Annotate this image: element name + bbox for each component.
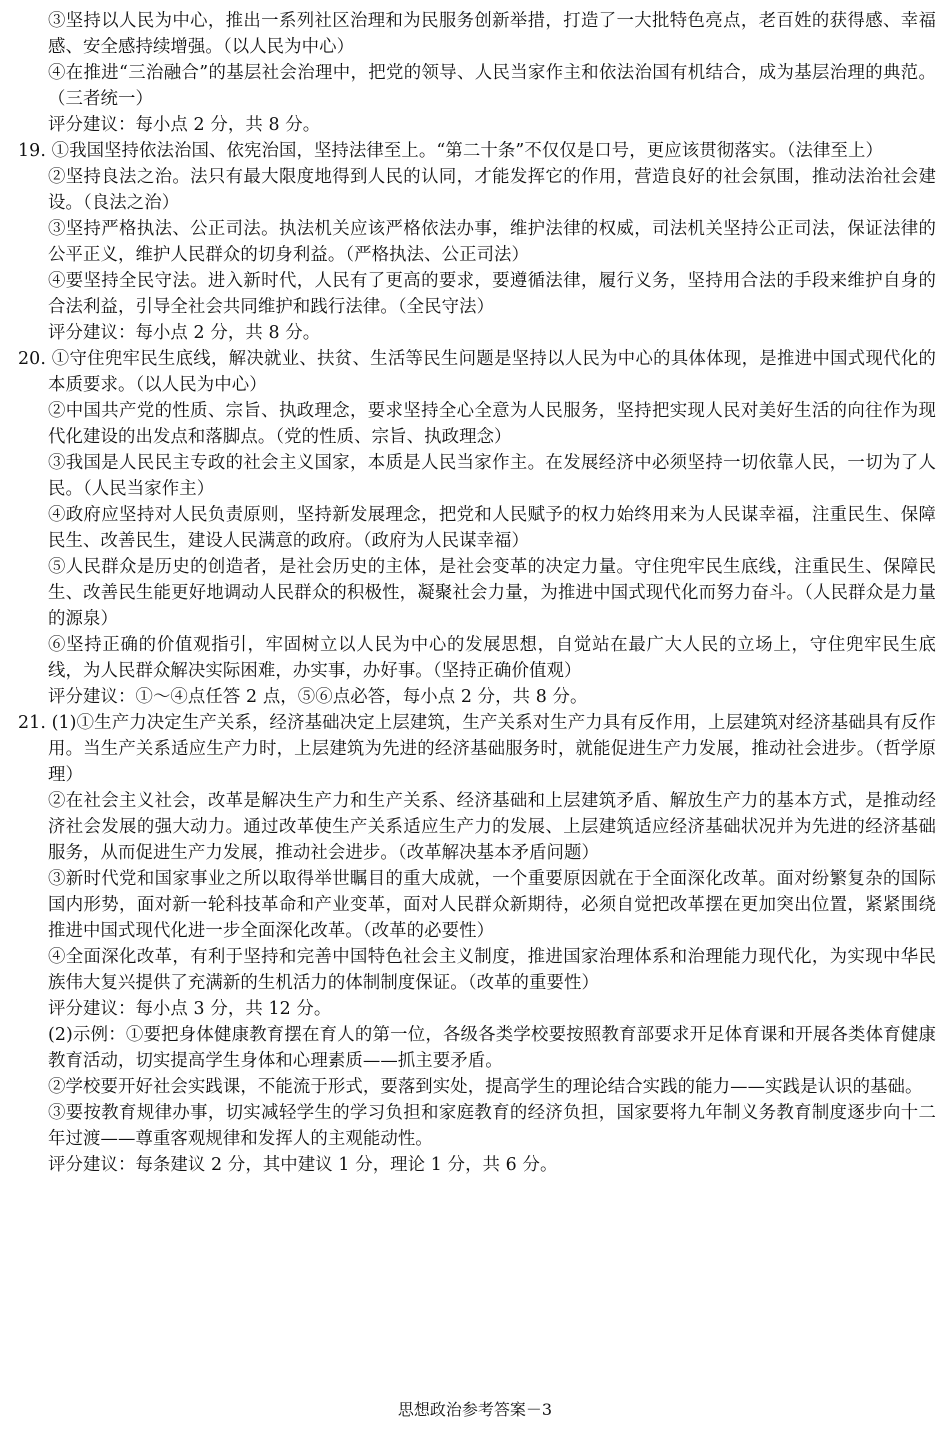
answer-paragraph: 评分建议：每小点 2 分，共 8 分。 <box>48 323 321 343</box>
page-footer: 思想政治参考答案－3 <box>397 1400 553 1419</box>
answer-content <box>18 8 936 1178</box>
answer-paragraph: ④全面深化改革，有利于坚持和完善中国特色社会主义制度，推进国家治理体系和治理能力现代化，为实现中华民族伟大复兴提供了充满新的生机活力的体制制度保证。（改革的重要性） <box>48 947 936 993</box>
answer-paragraph: 20. ①守住兜牢民生底线，解决就业、扶贫、生活等民生问题是坚持以人民为中心的具体体现，是推进中国式现代化的本质要求。（以人民为中心） <box>18 349 936 395</box>
answer-paragraph: ③要按教育规律办事，切实减轻学生的学习负担和家庭教育的经济负担，国家要将九年制义务教育制度逐步向十二年过渡——尊重客观规律和发挥人的主观能动性。 <box>48 1103 936 1149</box>
answer-paragraph: (2)示例：①要把身体健康教育摆在育人的第一位，各级各类学校要按照教育部要求开足体育课和开展各类体育健康教育活动，切实提高学生身体和心理素质——抓主要矛盾。 <box>48 1025 936 1071</box>
answer-paragraph: 评分建议：每小点 3 分，共 12 分。 <box>48 999 332 1019</box>
answer-paragraph: 评分建议：每条建议 2 分，其中建议 1 分，理论 1 分，共 6 分。 <box>48 1155 558 1175</box>
answer-paragraph: 评分建议：①～④点任答 2 点，⑤⑥点必答，每小点 2 分，共 8 分。 <box>48 687 588 707</box>
answer-paragraph: ⑥坚持正确的价值观指引，牢固树立以人民为中心的发展思想，自觉站在最广大人民的立场上，守住兜牢民生底线，为人民群众解决实际困难，办实事，办好事。（坚持正确价值观） <box>48 635 936 681</box>
answer-paragraph: ②坚持良法之治。法只有最大限度地得到人民的认同，才能发挥它的作用，营造良好的社会氛围，推动法治社会建设。（良法之治） <box>48 167 936 213</box>
answer-paragraph: ②学校要开好社会实践课，不能流于形式，要落到实处，提高学生的理论结合实践的能力——实践是认识的基础。 <box>48 1077 923 1097</box>
answer-paragraph: ④要坚持全民守法。进入新时代，人民有了更高的要求，要遵循法律，履行义务，坚持用合法的手段来维护自身的合法利益，引导全社会共同维护和践行法律。（全民守法） <box>48 271 936 317</box>
answer-paragraph: 19. ①我国坚持依法治国、依宪治国，坚持法律至上。“第二十条”不仅仅是口号，更应该贯彻落实。（法律至上） <box>18 141 883 161</box>
answer-paragraph: ④政府应坚持对人民负责原则，坚持新发展理念，把党和人民赋予的权力始终用来为人民谋幸福，注重民生、保障民生、改善民生，建设人民满意的政府。（政府为人民谋幸福） <box>48 505 936 551</box>
answer-paragraph: ③坚持严格执法、公正司法。执法机关应该严格依法办事，维护法律的权威，司法机关坚持公正司法，保证法律的公平正义，维护人民群众的切身利益。（严格执法、公正司法） <box>48 219 936 265</box>
answer-paragraph: ③坚持以人民为中心，推出一系列社区治理和为民服务创新举措，打造了一大批特色亮点，老百姓的获得感、幸福感、安全感持续增强。（以人民为中心） <box>48 11 936 57</box>
answer-paragraph: ④在推进“三治融合”的基层社会治理中，把党的领导、人民当家作主和依法治国有机结合，成为基层治理的典范。（三者统一） <box>48 63 936 109</box>
answer-paragraph: 评分建议：每小点 2 分，共 8 分。 <box>48 115 321 135</box>
answer-paragraph: 21. (1)①生产力决定生产关系，经济基础决定上层建筑，生产关系对生产力具有反作用，上层建筑对经济基础具有反作用。当生产关系适应生产力时，上层建筑为先进的经济基础服务时，就能促进生产力发展，推动社会进步。（哲学原理） <box>18 713 936 785</box>
answer-paragraph: ③我国是人民民主专政的社会主义国家，本质是人民当家作主。在发展经济中必须坚持一切依靠人民，一切为了人民。（人民当家作主） <box>48 453 936 499</box>
answer-paragraph: ⑤人民群众是历史的创造者，是社会历史的主体，是社会变革的决定力量。守住兜牢民生底线，注重民生、保障民生、改善民生能更好地调动人民群众的积极性，凝聚社会力量，为推进中国式现代化而努力奋斗。（人民群众是力量的源泉） <box>48 557 936 629</box>
answer-paragraph: ③新时代党和国家事业之所以取得举世瞩目的重大成就，一个重要原因就在于全面深化改革。面对纷繁复杂的国际国内形势，面对新一轮科技革命和产业变革，面对人民群众新期待，必须自觉把改革摆在更加突出位置，紧紧围绕推进中国式现代化进一步全面深化改革。（改革的必要性） <box>48 869 936 941</box>
answer-paragraph: ②中国共产党的性质、宗旨、执政理念，要求坚持全心全意为人民服务，坚持把实现人民对美好生活的向往作为现代化建设的出发点和落脚点。（党的性质、宗旨、执政理念） <box>48 401 936 447</box>
answer-paragraph: ②在社会主义社会，改革是解决生产力和生产关系、经济基础和上层建筑矛盾、解放生产力的基本方式，是推动经济社会发展的强大动力。通过改革使生产关系适应生产力的发展、上层建筑适应经济基础状况并为先进的经济基础服务，从而促进生产力发展，推动社会进步。（改革解决基本矛盾问题） <box>48 791 936 863</box>
